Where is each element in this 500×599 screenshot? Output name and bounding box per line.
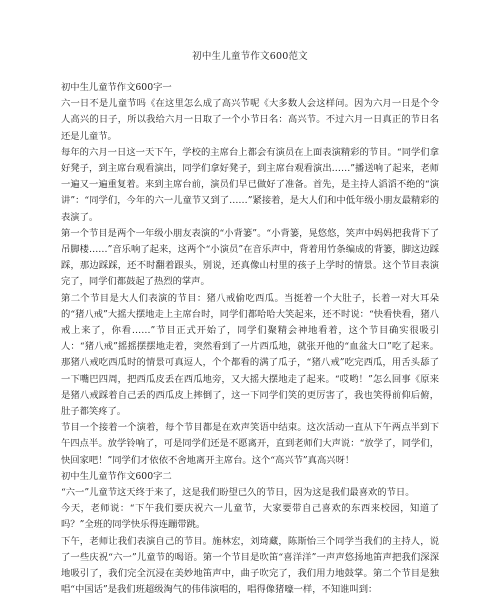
paragraph: “六一”儿童节这天终于来了，这是我们盼望已久的节日，因为这是我们最喜欢的节日。 [61, 487, 415, 499]
paragraph: 第一个节目是两个一年级小朋友表演的“小背篓”。“小背篓，晃悠悠，笑声中妈妈把我背下了吊脚楼……”音乐响了起来，这两个“小演员”在音乐声中，背着用竹条编成的背篓，脚这边踩踩，那边踩踩，还不时翻着跟头，别说，还真像山村里的孩子上学时的情景。这个节目表演完了，同学们都鼓起了热烈的掌声。 [61, 227, 439, 288]
document-body [61, 80, 439, 599]
paragraph: 节目一个接着一个演着，每个节目都是在欢声笑语中结束。这次活动一直从下午两点半到下午四点半。放学铃响了，可是同学们还是不愿离开，直到老师们大声说：“放学了，同学们，快回家吧！”同学们才依依不舍地离开主席台。这个“高兴节”真高兴呀！ [61, 422, 439, 466]
paragraph: 第二个节目是大人们表演的节目：猪八戒偷吃西瓜。当挺着一个大肚子，长着一对大耳朵的“猪八戒”大摇大摆地走上主席台时，同学们都哈哈大笑起来，还不时说：“快看快看，猪八戒上来了，你看……”节目正式开始了，同学们聚精会神地看着，这个节目确实很吸引人：“猪八戒”摇摇摆摆地走着，突然看到了一片西瓜地，就张开他的“血盆大口”吃了起来。那猪八戒吃西瓜时的情景可真逗人，个个都看的满了瓜子，“猪八戒”吃完西瓜，用舌头舔了一下嘴巴四周，把西瓜皮丢在西瓜地旁，又大摇大摆地走了起来。“哎哟！”怎么回事《原来是猪八戒踩着自己丢的西瓜皮上摔倒了，这一下同学们笑的更厉害了，我也笑得前仰后俯，肚子都笑疼了。 [61, 292, 439, 418]
paragraph: 六一日不是儿童节吗《在这里怎么成了高兴节呢《大多数人会这样问。因为六月一日是个令人高兴的日子，所以我给六月一日取了一个小节日名：高兴节。不过六月一日真正的节日名还是儿童节。 [61, 98, 439, 142]
section-heading-2: 初中生儿童节作文600字二 [61, 470, 172, 482]
paragraph: 今天，老师说：“下午我们要庆祝六一儿童节，大家要带自己喜欢的东西来校园，知道了吗？”全班的同学快乐得连蹦带跳。 [61, 503, 439, 531]
paragraph: 下午，老师让我们表演自己的节目。施林宏，刘琦藏，陈斯怡三个同学当我们的主持人，说了一些庆祝“六一”儿童节的喝语。第一个节目是吹笛“喜洋洋”一声声悠扬地笛声把我们深深地吸引了，我们完全沉浸在美妙地笛声中，曲子吹完了，我们用力地鼓掌。第二个节目是独唱“中国话”是我们班超级淘气的伟伟演唱的，唱得像猪嚎一样，不知谁叫到： [61, 535, 439, 596]
section-heading-1: 初中生儿童节作文600字一 [61, 82, 172, 93]
paragraph: 每年的六月一日这一天下午，学校的主席台上都会有演员在上面表演精彩的节目。“同学们拿好凳子，到主席台观看演出，同学们拿好凳子，到主席台观看演出……”播送响了起来，老师一遍又一遍重复着。来到主席台前，演员们早已做好了准备。首先，是主持人滔滔不绝的“演讲”：“同学们，今年的六一儿童节又到了……”紧接着，是大人们和中低年级小朋友最精彩的表演了。 [61, 146, 439, 223]
document-title: 初中生儿童节作文600范文 [192, 51, 308, 62]
